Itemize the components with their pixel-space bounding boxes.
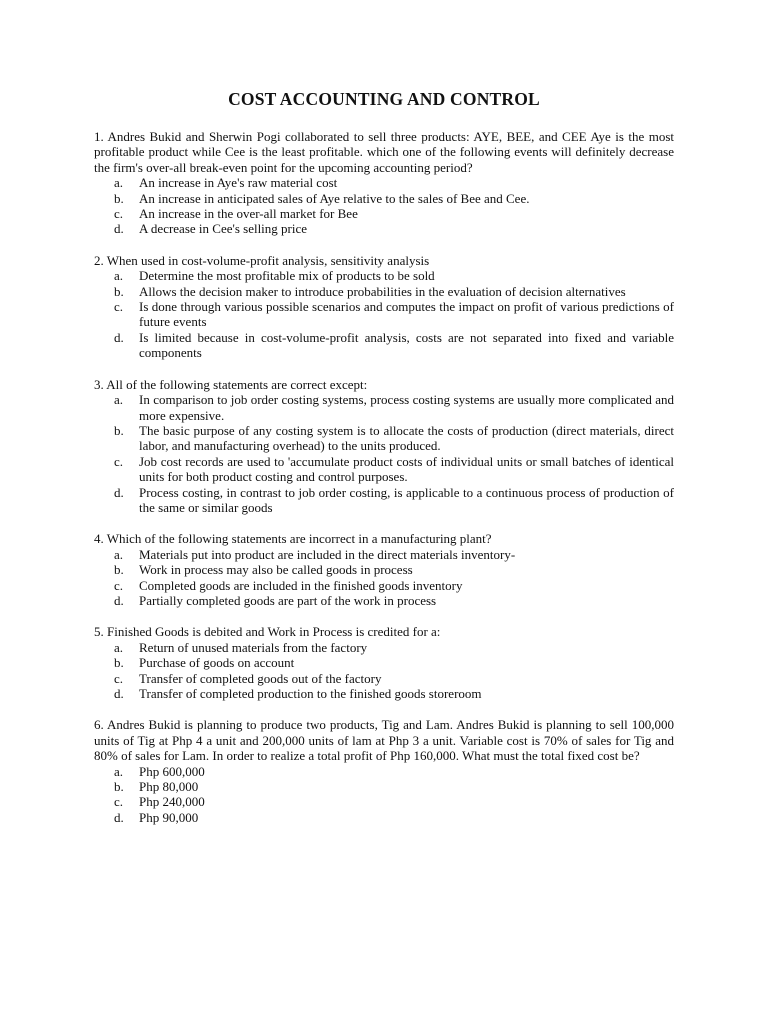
option-d [94,221,674,236]
question-6 [94,717,674,825]
option-letter: d. [114,484,124,500]
option-letter: c. [114,206,124,222]
option-text: In comparison to job order costing systems, process costing systems are usually more complicated and more expensive. [139,392,674,423]
option-text: Work in process may also be called goods in process [139,562,413,578]
option-letter: b. [114,283,124,299]
option-d [94,810,674,825]
option-text: Php 90,000 [139,809,199,825]
option-letter: b. [114,779,124,795]
option-b [94,779,674,794]
option-list [94,392,674,515]
option-letter: d. [114,592,124,608]
page-title: COST ACCOUNTING AND CONTROL [228,89,540,109]
question-stem: 6. Andres Bukid is planning to produce two products, Tig and Lam. Andres Bukid is planning to sell 100,000 units of Tig at Php 4 a unit and 200,000 units of lam at Php 3 a unit. Variable cost is 70% of sales for Tig and 80% of sales for Lam. In order to realize a total profit of Php 160,000. What must the total fixed cost be? [94,717,674,764]
option-text: Purchase of goods on account [139,655,295,671]
option-letter: c. [114,299,124,315]
option-c [94,206,674,221]
option-letter: b. [114,655,124,671]
option-text: Allows the decision maker to introduce probabilities in the evaluation of decision alternatives [139,283,626,299]
option-letter: c. [114,670,124,686]
option-letter: d. [114,221,124,237]
option-text: The basic purpose of any costing system is to allocate the costs of production (direct materials, direct labor, and manufacturing overhead) to the units produced. [139,422,674,454]
option-text: Process costing, in contrast to job order costing, is applicable to a continuous process of production of the same or similar goods [139,484,674,515]
option-text: Completed goods are included in the finished goods inventory [139,577,463,593]
option-text: Transfer of completed production to the finished goods storeroom [139,686,482,701]
option-a [94,268,674,283]
option-b [94,423,674,454]
option-letter: d. [114,329,124,345]
option-text: An increase in anticipated sales of Aye relative to the sales of Bee and Cee. [139,190,530,206]
option-list [94,764,674,826]
option-text: Php 240,000 [139,794,205,810]
option-c [94,299,674,330]
option-d [94,593,674,608]
option-c [94,671,674,686]
option-letter: a. [114,268,124,284]
option-text: Partially completed goods are part of the work in process [139,592,437,608]
option-text: Is limited because in cost-volume-profit analysis, costs are not separated into fixed and variable components [139,329,674,361]
question-1 [94,129,674,237]
option-text: Php 600,000 [139,763,205,779]
option-text: An increase in the over-all market for Bee [139,206,358,222]
option-b [94,191,674,206]
option-letter: a. [114,639,124,655]
option-list [94,640,674,702]
option-letter: c. [114,453,124,469]
question-stem: 3. All of the following statements are correct except: [94,376,368,392]
question-5 [94,624,674,701]
option-b [94,562,674,577]
question-2 [94,253,674,361]
question-stem: 5. Finished Goods is debited and Work in Process is credited for a: [94,624,441,640]
option-b [94,284,674,299]
option-a [94,547,674,562]
option-list [94,547,674,609]
option-letter: a. [114,392,124,408]
option-text: Return of unused materials from the factory [139,639,368,655]
option-letter: b. [114,190,124,206]
option-text: Is done through various possible scenarios and computes the impact on profit of various predictions of future events [139,299,674,330]
option-list [94,268,674,360]
option-text: Materials put into product are included in the direct materials inventory- [139,546,516,562]
question-stem: 1. Andres Bukid and Sherwin Pogi collaborated to sell three products: AYE, BEE, and CEE Aye is the most profitable product while Cee is the least profitable. which one of the following events will definitely decrease the firm's over-all break-even point for the upcoming accounting period? [94,129,674,175]
option-letter: c. [114,577,124,593]
option-d [94,485,674,516]
option-a [94,764,674,779]
option-d [94,330,674,361]
option-text: A decrease in Cee's selling price [139,221,308,237]
option-d [94,686,674,701]
option-list [94,175,674,237]
option-letter: a. [114,763,124,779]
option-text: Job cost records are used to 'accumulate product costs of individual units or small batches of identical units for both product costing and control purposes. [139,453,674,485]
option-text: Php 80,000 [139,779,199,795]
option-letter: c. [114,794,124,810]
option-text: Determine the most profitable mix of products to be sold [139,268,435,284]
option-c [94,578,674,593]
question-stem: 2. When used in cost-volume-profit analysis, sensitivity analysis [94,252,430,268]
option-a [94,392,674,423]
option-text: An increase in Aye's raw material cost [139,175,338,191]
option-letter: b. [114,422,124,438]
option-c [94,454,674,485]
option-letter: d. [114,686,124,701]
option-letter: a. [114,546,124,562]
option-a [94,640,674,655]
option-b [94,655,674,670]
option-a [94,175,674,190]
option-text: Transfer of completed goods out of the factory [139,670,382,686]
option-letter: a. [114,175,124,191]
question-stem: 4. Which of the following statements are incorrect in a manufacturing plant? [94,531,492,547]
question-4 [94,531,674,608]
question-3 [94,377,674,516]
option-c [94,794,674,809]
option-letter: d. [114,809,124,825]
option-letter: b. [114,562,124,578]
